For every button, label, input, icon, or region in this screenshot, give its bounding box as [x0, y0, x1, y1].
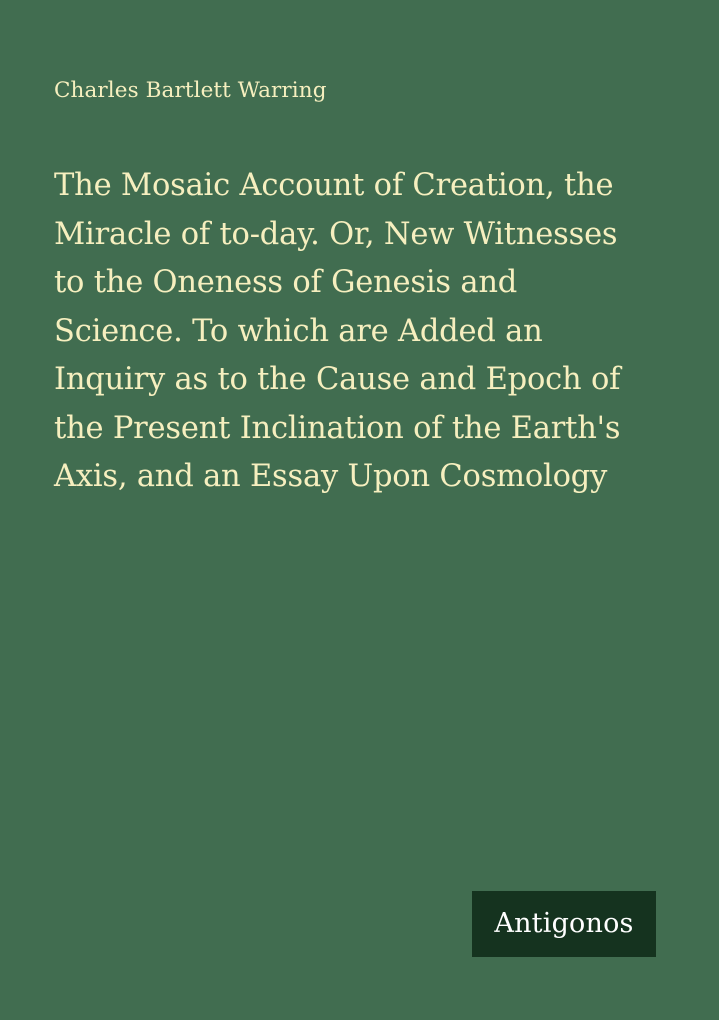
title-line: the Present Inclination of the Earth's	[54, 410, 621, 446]
title-line: to the Oneness of Genesis and	[54, 265, 518, 300]
title-line: The Mosaic Account of Creation, the	[54, 168, 614, 203]
publisher-badge	[472, 891, 656, 957]
book-title	[54, 162, 694, 502]
title-line: Inquiry as to the Cause and Epoch of	[54, 362, 621, 397]
title-line: Axis, and an Essay Upon Cosmology	[54, 459, 608, 494]
publisher-name: Antigonos	[494, 908, 634, 939]
title-line: Miracle of to-day. Or, New Witnesses	[54, 216, 618, 252]
title-line: Science. To which are Added an	[54, 313, 543, 349]
author-name: Charles Bartlett Warring	[54, 78, 327, 103]
